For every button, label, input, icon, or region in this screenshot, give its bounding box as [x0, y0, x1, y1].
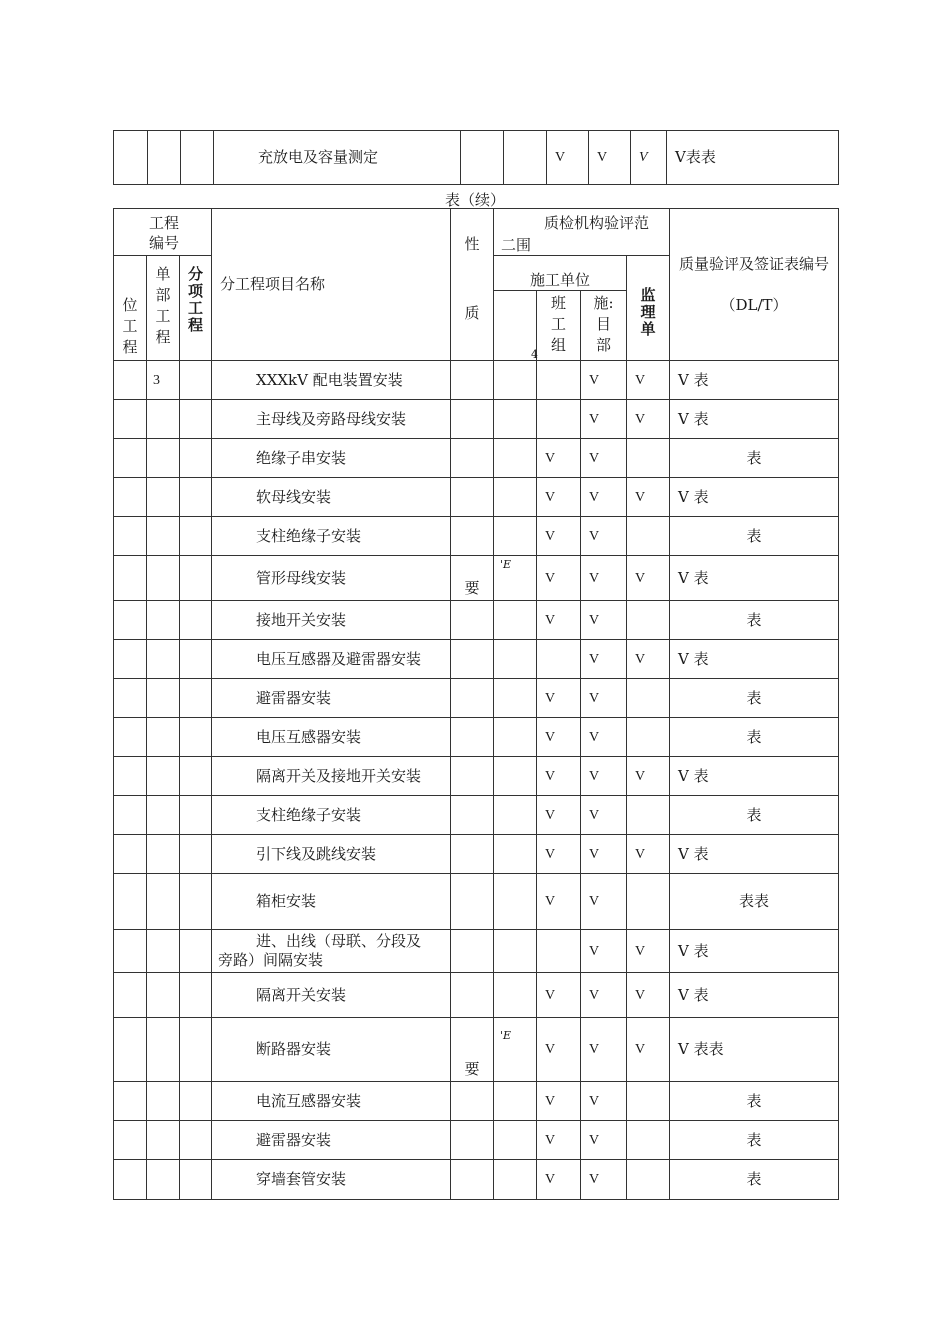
stray-digit: 4 — [531, 348, 539, 361]
fenxiang-header — [180, 256, 212, 361]
table-row — [114, 517, 839, 556]
project-code-label: 工程 编号 — [149, 214, 180, 252]
cell — [147, 874, 180, 930]
project-dept-label: 施: 目 部 — [593, 294, 614, 354]
cell — [147, 556, 180, 601]
project-dept-check: V — [581, 1160, 627, 1200]
form-number: 表 — [670, 1121, 839, 1160]
form-number: 表 — [670, 439, 839, 478]
top-row-table — [113, 130, 839, 185]
cell — [180, 478, 212, 517]
cell — [114, 1121, 147, 1160]
nature-cell — [451, 874, 494, 930]
table-row — [114, 439, 839, 478]
nature-cell — [451, 439, 494, 478]
form-number: V 表 — [670, 361, 839, 400]
item-name: 避雷器安装 — [212, 1121, 451, 1160]
cell — [114, 1082, 147, 1121]
cell — [114, 973, 147, 1018]
nature-cell — [451, 640, 494, 679]
unit-project-label: 位 工 程 — [122, 296, 138, 356]
nature-cell — [451, 1121, 494, 1160]
nature-cell — [451, 601, 494, 640]
project-dept-check: V — [581, 757, 627, 796]
supervision-check: V — [627, 930, 670, 973]
item-name: 隔离开关安装 — [212, 973, 451, 1018]
cell — [181, 131, 214, 185]
team-check: V — [537, 439, 581, 478]
team-check: V — [537, 1082, 581, 1121]
supervision-check — [627, 874, 670, 930]
supervision-check: V — [627, 640, 670, 679]
mark-cell: 'E — [494, 1018, 537, 1082]
team-check: V — [537, 718, 581, 757]
project-dept-check: V — [581, 1082, 627, 1121]
team-header — [537, 291, 581, 361]
nature-cell — [451, 400, 494, 439]
mark-cell — [494, 361, 537, 400]
team-check: V — [537, 1160, 581, 1200]
team-check: V — [537, 517, 581, 556]
cell — [114, 796, 147, 835]
project-dept-check: V — [581, 796, 627, 835]
cell — [114, 835, 147, 874]
form-number: V 表 — [670, 556, 839, 601]
project-dept-check: V — [589, 131, 631, 185]
nature-label-xing: 性 — [464, 235, 480, 253]
item-name: 引下线及跳线安装 — [212, 835, 451, 874]
form-number: V 表 — [670, 478, 839, 517]
team-check: V — [537, 679, 581, 718]
cell — [180, 757, 212, 796]
cell — [180, 400, 212, 439]
team-check: V — [537, 1121, 581, 1160]
team-check: V — [537, 973, 581, 1018]
item-name — [212, 930, 451, 973]
item-name-header: 分工程项目名称 — [212, 209, 451, 361]
form-number: V 表 — [670, 400, 839, 439]
mark-cell — [494, 640, 537, 679]
cell — [180, 361, 212, 400]
nature-cell — [451, 973, 494, 1018]
cell — [180, 796, 212, 835]
nature-header — [451, 209, 494, 361]
supervision-header — [627, 256, 670, 361]
item-name: 箱柜安装 — [212, 874, 451, 930]
item-name: 主母线及旁路母线安装 — [212, 400, 451, 439]
team-check: V — [537, 757, 581, 796]
nature-cell — [451, 835, 494, 874]
mark-cell — [494, 601, 537, 640]
form-number: 表 — [670, 601, 839, 640]
cell — [147, 757, 180, 796]
table-row — [114, 1018, 839, 1082]
cell — [180, 718, 212, 757]
cell — [147, 517, 180, 556]
supervision-check: V — [627, 1018, 670, 1082]
cell — [180, 640, 212, 679]
cell — [114, 556, 147, 601]
team-check: V — [537, 835, 581, 874]
supervision-check — [627, 718, 670, 757]
table-row — [114, 361, 839, 400]
item-name: 断路器安装 — [212, 1018, 451, 1082]
project-dept-check: V — [581, 1121, 627, 1160]
cell — [147, 478, 180, 517]
project-dept-check: V — [581, 439, 627, 478]
project-dept-check: V — [581, 679, 627, 718]
project-dept-check: V — [581, 973, 627, 1018]
project-dept-check: V — [581, 361, 627, 400]
mark-cell — [494, 973, 537, 1018]
project-dept-check: V — [581, 478, 627, 517]
nature-label-zhi: 质 — [464, 304, 480, 322]
sub-unit-code: 3 — [147, 361, 180, 400]
table-row — [114, 1121, 839, 1160]
table-row — [114, 679, 839, 718]
team-check — [537, 640, 581, 679]
project-dept-check: V — [581, 930, 627, 973]
table-row — [114, 757, 839, 796]
team-check — [537, 400, 581, 439]
mark-cell — [494, 718, 537, 757]
cell — [180, 556, 212, 601]
item-name: 电压互感器安装 — [212, 718, 451, 757]
mark-cell — [494, 679, 537, 718]
mark-cell — [494, 796, 537, 835]
item-name: 接地开关安装 — [212, 601, 451, 640]
cell — [147, 1121, 180, 1160]
project-dept-check: V — [581, 556, 627, 601]
form-number: 表 — [670, 718, 839, 757]
table-row — [114, 400, 839, 439]
cell — [114, 1018, 147, 1082]
table-row — [114, 930, 839, 973]
cell — [504, 131, 547, 185]
table-row — [114, 556, 839, 601]
supervision-check: V — [627, 973, 670, 1018]
cell — [147, 640, 180, 679]
supervision-check — [627, 439, 670, 478]
team-check: V — [547, 131, 589, 185]
table-row — [114, 478, 839, 517]
form-title: 质量验评及签证表编号 — [679, 255, 830, 273]
cell — [180, 835, 212, 874]
form-number: 表表 — [670, 874, 839, 930]
cell — [180, 601, 212, 640]
table-caption: 表（续） — [444, 191, 505, 209]
item-name: 管形母线安装 — [212, 556, 451, 601]
cell — [180, 439, 212, 478]
cell — [180, 1018, 212, 1082]
cell — [114, 131, 148, 185]
cell — [114, 400, 147, 439]
team-check: V — [537, 556, 581, 601]
table-row — [114, 973, 839, 1018]
cell — [147, 1082, 180, 1121]
cell — [180, 1082, 212, 1121]
cell — [147, 679, 180, 718]
supervision-label: 监 理 单 — [640, 286, 656, 338]
cell — [147, 1018, 180, 1082]
mark-cell — [494, 874, 537, 930]
team-label: 班 工 组 — [551, 294, 567, 354]
item-name: 支柱绝缘子安装 — [212, 517, 451, 556]
cell — [148, 131, 181, 185]
inspection-title: 质检机构验评范 — [544, 214, 650, 232]
form-number: 表 — [670, 517, 839, 556]
table-row — [114, 640, 839, 679]
form-number: V 表 — [670, 973, 839, 1018]
cell — [114, 718, 147, 757]
cell — [114, 874, 147, 930]
cell — [147, 1160, 180, 1200]
cell — [180, 1121, 212, 1160]
item-name: 电流互感器安装 — [212, 1082, 451, 1121]
cell — [114, 601, 147, 640]
cell — [147, 439, 180, 478]
sub-unit-label: 单 部 工 程 — [155, 265, 171, 346]
project-dept-check: V — [581, 835, 627, 874]
nature-cell — [451, 517, 494, 556]
supervision-check — [627, 517, 670, 556]
team-check — [537, 361, 581, 400]
nature-cell — [451, 930, 494, 973]
mark-cell — [494, 835, 537, 874]
supervision-check: V — [627, 556, 670, 601]
cell — [180, 973, 212, 1018]
nature-cell: 要 — [451, 556, 494, 601]
cell — [147, 400, 180, 439]
item-name: 避雷器安装 — [212, 679, 451, 718]
cell — [114, 679, 147, 718]
cell — [147, 796, 180, 835]
main-table — [113, 208, 839, 1200]
supervision-check — [627, 796, 670, 835]
supervision-check: V — [627, 757, 670, 796]
cell — [461, 131, 504, 185]
team-check: V — [537, 478, 581, 517]
project-dept-check: V — [581, 601, 627, 640]
item-name-line1: 进、出线（母联、分段及 — [256, 932, 422, 950]
nature-cell — [451, 361, 494, 400]
mark-cell — [494, 757, 537, 796]
cell — [180, 874, 212, 930]
table-row — [114, 796, 839, 835]
nature-cell — [451, 757, 494, 796]
cell — [114, 439, 147, 478]
cell — [147, 973, 180, 1018]
project-dept-check: V — [581, 400, 627, 439]
form-number: V 表 — [670, 930, 839, 973]
item-name: 电压互感器及避雷器安装 — [212, 640, 451, 679]
cell — [180, 1160, 212, 1200]
nature-cell — [451, 478, 494, 517]
supervision-check: V — [627, 361, 670, 400]
table-row — [114, 601, 839, 640]
item-name: 绝缘子串安装 — [212, 439, 451, 478]
cell — [114, 1160, 147, 1200]
supervision-check — [627, 601, 670, 640]
project-dept-check: V — [581, 517, 627, 556]
blank-subheader — [494, 291, 537, 361]
mark-cell — [494, 1121, 537, 1160]
form-header — [670, 209, 839, 361]
item-name: XXXkV 配电装置安装 — [212, 361, 451, 400]
project-dept-check: V — [581, 718, 627, 757]
cell — [147, 718, 180, 757]
mark-cell — [494, 930, 537, 973]
inspection-subtitle: 二围 — [501, 236, 532, 254]
supervision-check: V — [627, 478, 670, 517]
supervision-check — [627, 1121, 670, 1160]
form-number: 表 — [670, 679, 839, 718]
item-name: 充放电及容量测定 — [214, 131, 461, 185]
item-name: 穿墙套管安装 — [212, 1160, 451, 1200]
supervision-check — [627, 679, 670, 718]
project-dept-check: V — [581, 874, 627, 930]
nature-cell: 要 — [451, 1018, 494, 1082]
nature-cell — [451, 1160, 494, 1200]
cell — [114, 478, 147, 517]
table-row — [114, 1082, 839, 1121]
supervision-check — [627, 1082, 670, 1121]
nature-cell — [451, 718, 494, 757]
mark-cell — [494, 400, 537, 439]
mark-cell — [494, 478, 537, 517]
mark-cell — [494, 1160, 537, 1200]
supervision-check: V — [627, 835, 670, 874]
nature-cell — [451, 1082, 494, 1121]
cell — [147, 601, 180, 640]
form-number: V 表 — [670, 640, 839, 679]
item-name-line2: 旁路）间隔安装 — [218, 951, 324, 969]
cell — [114, 361, 147, 400]
supervision-check: V — [631, 131, 667, 185]
cell — [114, 930, 147, 973]
form-number: V 表 — [670, 757, 839, 796]
cell — [147, 930, 180, 973]
form-number: 表 — [670, 796, 839, 835]
form-number: V 表 — [670, 835, 839, 874]
cell — [114, 640, 147, 679]
cell — [114, 757, 147, 796]
form-number: V 表表 — [670, 1018, 839, 1082]
inspection-header — [494, 209, 670, 256]
nature-cell — [451, 679, 494, 718]
project-dept-check: V — [581, 640, 627, 679]
supervision-check: V — [627, 400, 670, 439]
form-std: （DL/T） — [720, 296, 788, 314]
project-code-header — [114, 209, 212, 256]
sub-unit-header — [147, 256, 180, 361]
cell — [147, 835, 180, 874]
mark-cell: 'E — [494, 556, 537, 601]
item-name: 软母线安装 — [212, 478, 451, 517]
nature-cell — [451, 796, 494, 835]
mark-cell — [494, 1082, 537, 1121]
team-check — [537, 930, 581, 973]
fenxiang-label: 分 项 工 程 — [187, 265, 203, 334]
team-check: V — [537, 1018, 581, 1082]
form-number: V表表 — [667, 131, 839, 185]
mark-cell — [494, 439, 537, 478]
form-number: 表 — [670, 1160, 839, 1200]
cell — [180, 679, 212, 718]
cell — [180, 930, 212, 973]
mark-cell — [494, 517, 537, 556]
project-dept-check: V — [581, 1018, 627, 1082]
table-row — [114, 718, 839, 757]
table-row — [114, 835, 839, 874]
team-check: V — [537, 874, 581, 930]
supervision-check — [627, 1160, 670, 1200]
unit-project-header — [114, 256, 147, 361]
team-check: V — [537, 796, 581, 835]
team-check: V — [537, 601, 581, 640]
table-row — [114, 1160, 839, 1200]
table-row — [114, 874, 839, 930]
item-name: 支柱绝缘子安装 — [212, 796, 451, 835]
project-dept-header — [581, 291, 627, 361]
cell — [114, 517, 147, 556]
cell — [180, 517, 212, 556]
construction-unit-header: 施工单位 — [494, 256, 627, 291]
item-name: 隔离开关及接地开关安装 — [212, 757, 451, 796]
form-number: 表 — [670, 1082, 839, 1121]
